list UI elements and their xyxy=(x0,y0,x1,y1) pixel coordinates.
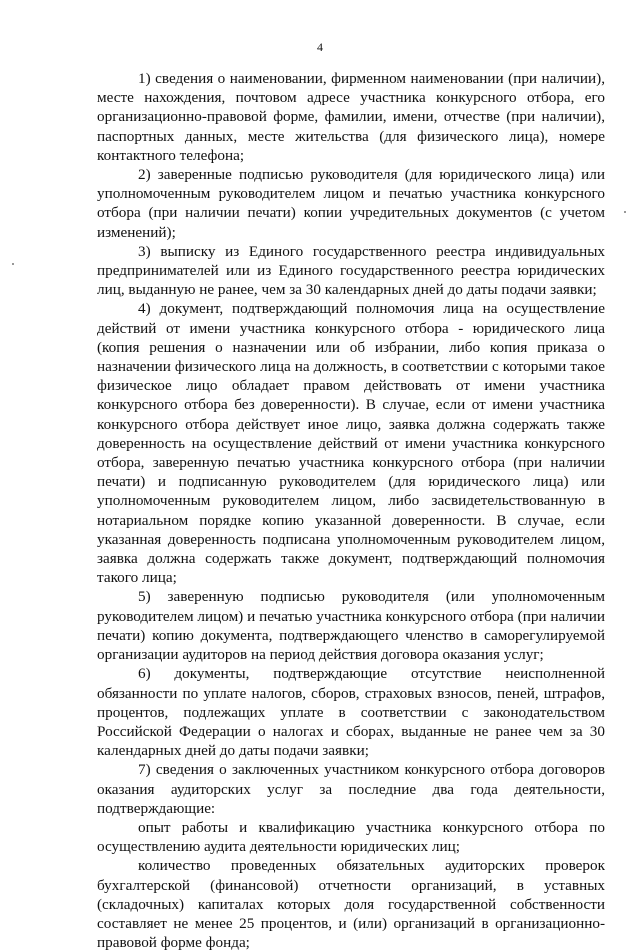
scan-speck xyxy=(624,211,626,213)
paragraph-item-5: 5) заверенную подписью руководителя (или уполномоченным руководителем лицом) и печатью участника конкурсного отбора (при наличии печати) копию документа, подтверждающего членство в саморегулируемой организации аудиторов на период действия договора оказания услуг; xyxy=(97,588,605,664)
paragraph-item-7: 7) сведения о заключенных участником конкурсного отбора договоров оказания аудиторских услуг за последние два года деятельности, подтверждающие: xyxy=(97,761,605,817)
page-number: 4 xyxy=(317,40,323,54)
paragraph-item-3: 3) выписку из Единого государственного реестра индивидуальных предпринимателей или из Единого государственного реестра юридических лиц, выданную не ранее, чем за 30 календарных дней до даты подачи заявки; xyxy=(97,242,605,299)
paragraph-subitem-experience: опыт работы и квалификацию участника конкурсного отбора по осуществлению аудита деятельности юридических лиц; xyxy=(97,818,605,856)
paragraph-item-1: 1) сведения о наименовании, фирменном наименовании (при наличии), месте нахождения, почтовом адресе участника конкурсного отбора, его организационно-правовой форме, фамилии, имени, отчестве (при наличии), паспортных данных, месте жительства (для физического лица), номере контактного телефона; xyxy=(97,70,605,164)
paragraph-subitem-audit-count: количество проведенных обязательных аудиторских проверок бухгалтерской (финансовой) отчетности организаций, в уставных (складочных) капиталах которых доля государственной собственности составляет не менее 25 процентов, и (или) организаций в организационно-правовой форме фонда; xyxy=(97,857,605,952)
document-body xyxy=(97,69,605,952)
paragraph-item-6: 6) документы, подтверждающие отсутствие неисполненной обязанности по уплате налогов, сборов, страховых взносов, пеней, штрафов, процентов, подлежащих уплате в соответствии с законодательством Российской Федерации о налогах и сборах, выданные не ранее чем за 30 календарных дней до даты подачи заявки; xyxy=(97,665,605,760)
paragraph-item-4: 4) документ, подтверждающий полномочия лица на осуществление действий от имени участника конкурсного отбора - юридического лица (копия решения о назначении или об избрании, либо копия приказа о назначении физического лица на должность, в соответствии с которыми такое физическое лицо обладает правом действовать от имени участника конкурсного отбора без доверенности). В случае, если от имени участника конкурсного отбора действует иное лицо, заявка должна содержать также доверенность на осуществление действий от имени участника конкурсного отбора, заверенную печатью участника конкурсного отбора (при наличии печати) и подписанную руководителем (для юридического лица) или уполномоченным руководителем лицом, либо засвидетельствованную в нотариальном порядке копию указанной доверенности. В случае, если указанная доверенность подписана уполномоченным руководителем лицом, заявка должна содержать также документ, подтверждающий полномочия такого лица; xyxy=(97,300,605,587)
scan-speck xyxy=(12,263,14,265)
paragraph-item-2: 2) заверенные подписью руководителя (для юридического лица) или уполномоченным руководителем лицом и печатью участника конкурсного отбора (при наличии печати) копии учредительных документов (с учетом изменений); xyxy=(97,166,605,241)
